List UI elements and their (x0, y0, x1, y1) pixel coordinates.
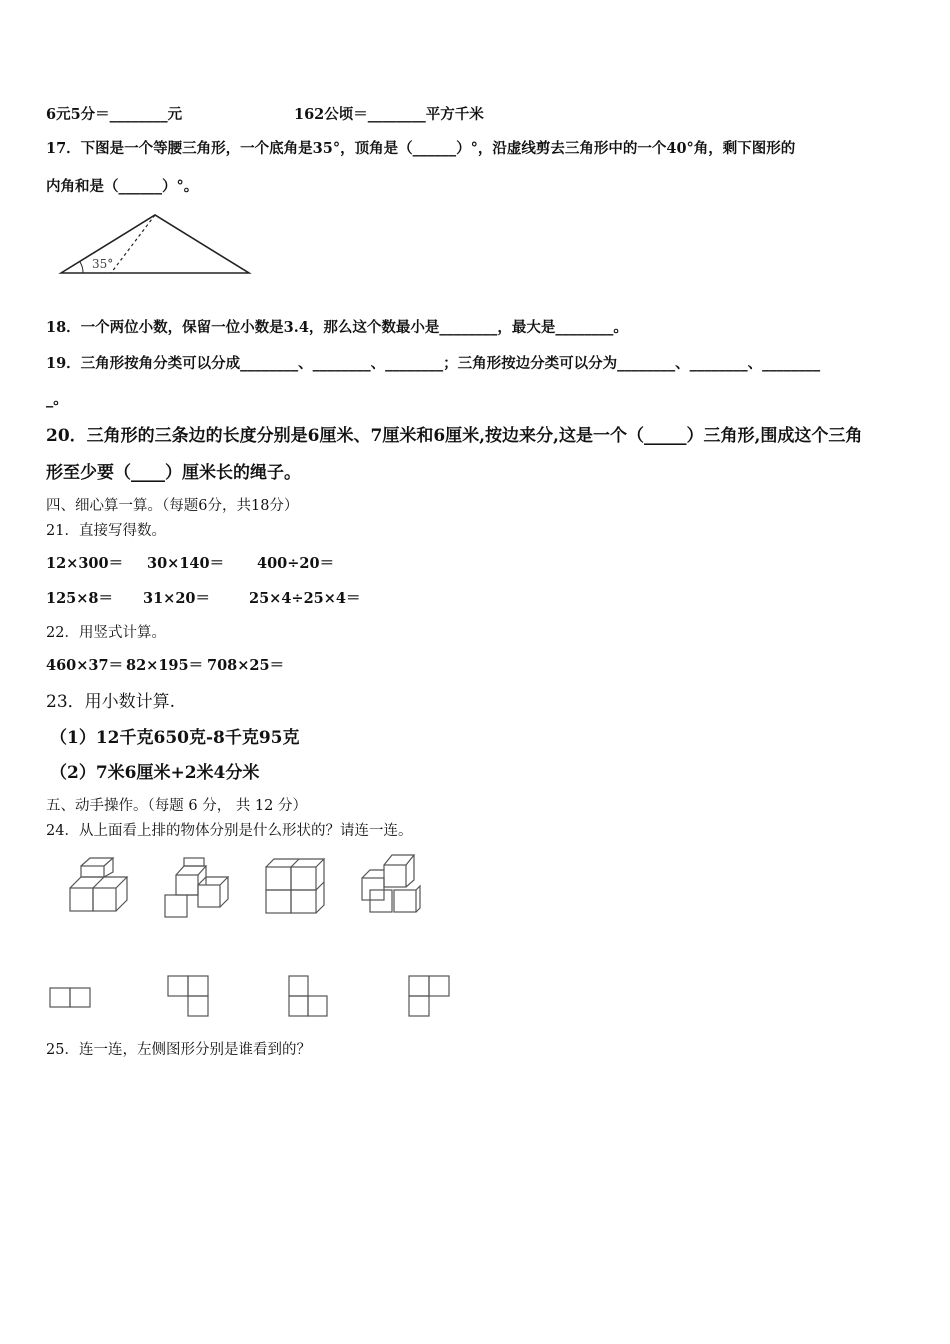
cube-stack-2 (165, 858, 228, 917)
q25-text: 25．连一连，左侧图形分别是谁看到的？ (46, 1042, 311, 1058)
q23-part2: （2）7米6厘米+2米4分米 (50, 763, 260, 783)
q22-item: 708×25＝ (207, 657, 285, 674)
q16-a: 6元5分＝________元 (46, 106, 183, 123)
cube-stacks-row (60, 850, 440, 925)
q22-item: 82×195＝ (126, 657, 204, 674)
q19-line2: _。 (46, 391, 68, 408)
dashed-cut-line (111, 215, 155, 273)
cube-stack-4 (362, 855, 420, 912)
q23-part1: （1）12千克650克-8千克95克 (50, 728, 300, 748)
triangle-outline (61, 215, 249, 273)
angle-label: 35° (92, 257, 114, 271)
q18: 18．一个两位小数，保留一位小数是3.4，那么这个数最小是________，最大是________。 (46, 319, 628, 336)
section5-heading: 五、动手操作。（每题 6 分， 共 12 分） (46, 798, 307, 814)
q16-tail-row (46, 103, 484, 124)
cube-stack-1 (70, 858, 127, 911)
q22-title: 22．用竖式计算。 (46, 625, 166, 641)
q19-line1: 19．三角形按角分类可以分成________、________、________；三角形按边分类可以分为________、________、________ (46, 355, 821, 372)
top-view-4 (409, 976, 449, 1016)
q21-title: 21．直接写得数。 (46, 523, 166, 539)
q16-b: 162公顷＝________平方千米 (294, 106, 484, 123)
q21-item: 400÷20＝ (257, 555, 335, 572)
isosceles-triangle-figure (58, 210, 253, 280)
q17-line2: 内角和是（______）°。 (46, 178, 199, 195)
q24-text: 24．从上面看上排的物体分别是什么形状的？请连一连。 (46, 823, 413, 839)
q20-line2: 形至少要（____）厘米长的绳子。 (46, 463, 301, 483)
top-views-row (46, 970, 456, 1020)
top-view-1 (50, 988, 90, 1007)
q21-item: 25×4÷25×4＝ (249, 590, 361, 607)
q17-line1: 17．下图是一个等腰三角形，一个底角是35°，顶角是（______）°，沿虚线剪去三角形中的一个40°角，剩下图形的 (46, 140, 796, 157)
q21-item: 31×20＝ (143, 590, 211, 607)
q21-item: 12×300＝ (46, 555, 124, 572)
top-view-2 (168, 976, 208, 1016)
q20-line1: 20．三角形的三条边的长度分别是6厘米、7厘米和6厘米,按边来分,这是一个（_____）三角形,围成这个三角 (46, 426, 863, 446)
angle-arc (80, 262, 83, 273)
q23-title: 23．用小数计算. (46, 692, 176, 712)
top-view-3 (289, 976, 327, 1016)
cube-stack-3 (266, 859, 324, 913)
q21-item: 125×8＝ (46, 590, 114, 607)
q22-item: 460×37＝ (46, 657, 124, 674)
section4-heading: 四、细心算一算。（每题6分，共18分） (46, 498, 299, 514)
q21-item: 30×140＝ (147, 555, 225, 572)
